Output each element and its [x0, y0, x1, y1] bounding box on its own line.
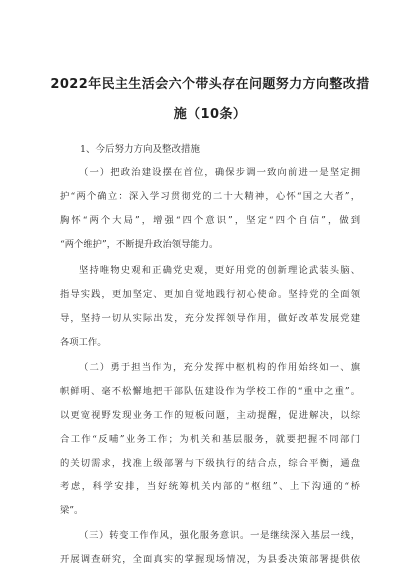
paragraph-line: 导，坚持一切从实际出发，充分发挥领导作用，做好改革发展党建	[60, 312, 360, 324]
title-line-2: 施（10条）	[173, 107, 247, 122]
paragraph-3	[60, 356, 360, 523]
paragraph-line: 胸怀“两个大局”，增强“四个意识”，坚定“四个自信”，做到	[60, 214, 360, 226]
paragraph-4	[60, 524, 360, 572]
paragraph-line: 指导实践，更加坚定、更加自觉地践行初心使命。坚持党的全面领	[60, 288, 360, 300]
paragraph-line: （一）把政治建设摆在首位，确保步调一致向前进一是坚定拥	[79, 167, 360, 178]
paragraph-line: 各项工作。	[60, 336, 107, 348]
paragraph-line: 以更宽视野发现业务工作的短板问题，主动提醒，促进解决，以综	[60, 409, 360, 421]
paragraph-1	[60, 161, 360, 257]
paragraph-line: 开展调查研究，全面真实的掌握现场情况，为县委决策部署提供依	[60, 553, 360, 565]
paragraph-line: 坚持唯物史观和正确党史观，更好用党的创新理论武装头脑、	[79, 265, 360, 276]
title-line-1: 2022年民主生活会六个带头存在问题努力方向整改措	[50, 77, 370, 92]
paragraph-line: 合工作“反哺”业务工作；为机关和基层服务，就要把握不同部门	[60, 433, 360, 445]
document-title	[50, 70, 370, 130]
paragraph-line: 梁”。	[60, 505, 84, 517]
paragraph-line: 考虑，科学安排，当好统筹机关内部的“枢纽”、上下沟通的“桥	[60, 481, 360, 493]
paragraph-line: 帜鲜明、毫不松懈地把干部队伍建设作为学校工作的“重中之重”。	[60, 385, 360, 397]
paragraph-line: （三）转变工作作风，强化服务意识。一是继续深入基层一线，	[79, 530, 360, 541]
paragraph-line: 的关切需求，找准上级部署与下级执行的结合点，综合平衡，通盘	[60, 457, 360, 469]
paragraph-line: 护“两个确立：深入学习贯彻党的二十大精神，心怀“国之大者”，	[60, 190, 360, 202]
paragraph-line: “两个维护”，不断提升政治领导能力。	[60, 238, 219, 250]
paragraph-line: （二）勇于担当作为，充分发挥中枢机构的作用始终如一、旗	[79, 362, 360, 373]
paragraph-2	[60, 259, 360, 355]
section-heading: 1、今后努力方向及整改措施	[80, 144, 201, 155]
